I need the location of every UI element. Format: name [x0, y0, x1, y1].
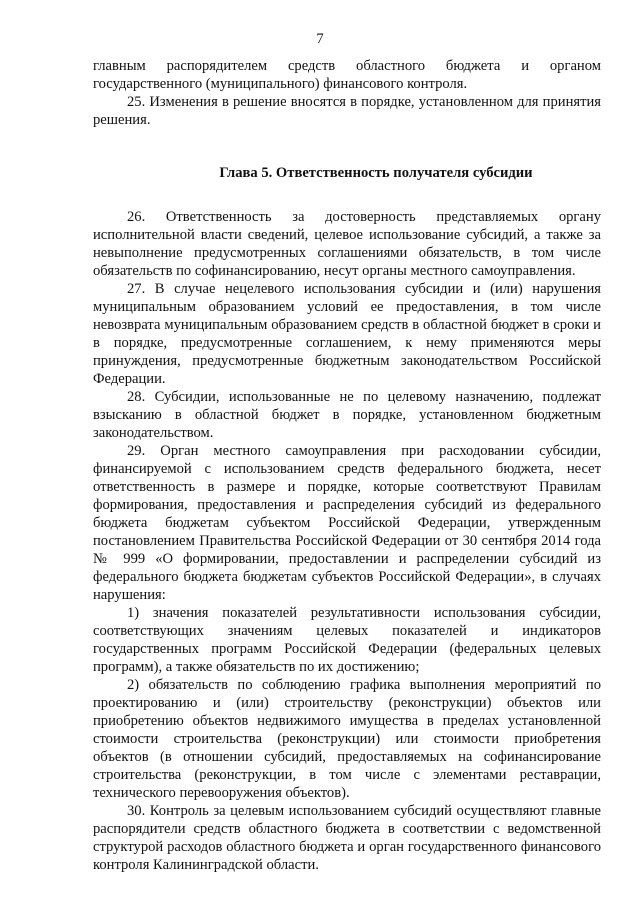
list-item-2: 2) обязательств по соблюдению графика выполнения мероприятий по проектированию и (или) строительству (реконструкции) объектов или приобретению объектов недвижимого имущества в пределах установленной стоимости строительства (реконструкции) или стоимости приобретения объектов (в отношении субсидий, предоставляемых на софинансирование строительства (реконструкции, в том числе с элементами реставрации, технического перевооружения объектов). — [93, 677, 601, 801]
page-number: 7 — [316, 31, 324, 47]
list-item-1: 1) значения показателей результативности использования субсидии, соответствующих значениям целевых показателей и индикаторов государственных программ Российской Федерации (федеральных целевых программ), а также обязательств по их достижению; — [93, 605, 601, 675]
paragraph-30: 30. Контроль за целевым использованием субсидий осуществляют главные распорядители средств областного бюджета в соответствии с ведомственной структурой расходов областного бюджета и орган государственного финансового контроля Калининградской области. — [93, 803, 601, 873]
paragraph-25: 25. Изменения в решение вносятся в порядке, установленном для принятия решения. — [93, 94, 601, 128]
paragraph-27: 27. В случае нецелевого использования субсидии и (или) нарушения муниципальным образованием условий ее предоставления, в том числе невозврата муниципальным образованием средств в областной бюджет в сроки и в порядке, предусмотренные соглашением, к нему применяются меры принуждения, предусмотренные бюджетным законодательством Российской Федерации. — [93, 281, 601, 387]
chapter-title: Глава 5. Ответственность получателя субсидии — [219, 165, 533, 181]
paragraph-28: 28. Субсидии, использованные не по целевому назначению, подлежат взысканию в областной бюджет в порядке, установленном бюджетным законодательством. — [93, 389, 601, 441]
document-body — [93, 57, 601, 874]
paragraph-continuation: главным распорядителем средств областного бюджета и органом государственного (муниципального) финансового контроля. — [93, 58, 601, 92]
paragraph-29: 29. Орган местного самоуправления при расходовании субсидии, финансируемой с использованием средств федерального бюджета, несет ответственность в размере и порядке, которые соответствуют Правилам формирования, предоставления и распределения субсидий из федерального бюджета бюджетам субъектом Российской Федерации, утвержденным постановлением Правительства Российской Федерации от 30 сентября 2014 года № 999 «О формировании, предоставлении и распределении субсидий из федерального бюджета бюджетам субъектов Российской Федерации», в случаях нарушения: — [93, 443, 601, 603]
paragraph-26: 26. Ответственность за достоверность представляемых органу исполнительной власти сведений, целевое использование субсидий, а также за невыполнение предусмотренных соглашениями обязательств, в том числе обязательств по софинансированию, несут органы местного самоуправления. — [93, 209, 601, 279]
